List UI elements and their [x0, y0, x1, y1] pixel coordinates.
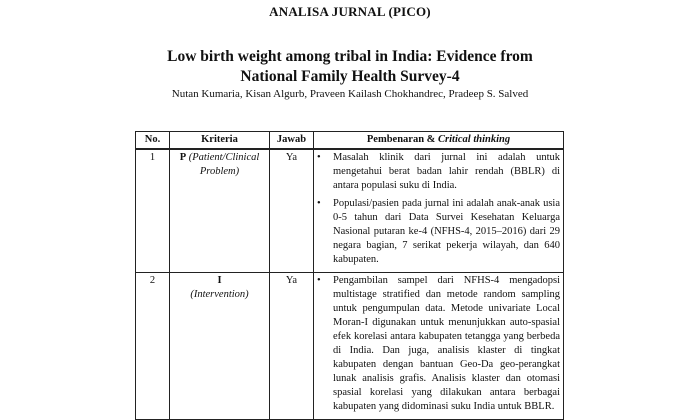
kriteria-code: P	[179, 152, 187, 163]
row-jawab: Ya	[270, 149, 314, 273]
header-jawab: Jawab	[270, 132, 314, 150]
point-text: Masalah klinik dari jurnal ini adalah untuk mengetahui berat badan lahir rendah (BBLR) di antara populasi suku di India.	[333, 152, 560, 191]
pico-table	[135, 131, 564, 420]
paper-title-line-2: National Family Health Survey-4	[240, 68, 460, 85]
bullet-icon: •	[317, 198, 321, 209]
header-critical-thinking: Critical thinking	[438, 134, 511, 145]
bullet-icon: •	[317, 275, 321, 286]
list-item	[317, 151, 560, 193]
paper-title-line-1: Low birth weight among tribal in India: Evidence from	[167, 48, 533, 65]
point-text: Populasi/pasien pada jurnal ini adalah anak-anak usia 0-5 tahun dari Data Survei Kesehatan Keluarga Nasional putaran ke-4 (NFHS-4, 2015–2016) dari 29 negara bagian, 7 serikat pekerja wilayah, dan 640 kabupaten.	[333, 198, 560, 265]
paper-title	[0, 47, 700, 87]
list-item	[317, 197, 560, 267]
row-kriteria	[170, 273, 270, 420]
kriteria-code: I	[217, 275, 222, 286]
bullet-icon: •	[317, 152, 321, 163]
row-pembenaran	[314, 149, 564, 273]
header-no: No.	[136, 132, 170, 150]
kriteria-description: (Intervention)	[190, 289, 249, 300]
document-title: ANALISA JURNAL (PICO)	[269, 4, 431, 19]
row-jawab: Ya	[270, 273, 314, 420]
header-pembenaran-prefix: Pembenaran &	[366, 134, 439, 145]
authors: Nutan Kumaria, Kisan Algurb, Praveen Kailash Chokhandrec, Pradeep S. Salved	[171, 88, 529, 100]
table-row	[136, 273, 564, 420]
table-row	[136, 149, 564, 273]
header-pembenaran	[314, 132, 564, 150]
kriteria-description: (Patient/Clinical Problem)	[188, 152, 260, 177]
row-pembenaran	[314, 273, 564, 420]
row-number: 1	[136, 149, 170, 273]
header-kriteria: Kriteria	[170, 132, 270, 150]
row-number: 2	[136, 273, 170, 420]
table-header-row	[136, 132, 564, 150]
row-kriteria	[170, 149, 270, 273]
list-item	[317, 274, 560, 414]
point-text: Pengambilan sampel dari NFHS-4 mengadopsi multistage stratified dan metode random sampling untuk pengumpulan data. Metode univariate Local Moran-I digunakan untuk menunjukkan auto-spasial efek korelasi antara kabupaten tetangga yang berbeda di India. Dan juga, analisis klaster di tingkat kabupaten dengan bantuan Geo-Da geo-perangkat lunak analisis grafis. Analisis klaster dan otomasi spasial korelasi yang dilakukan antara berbagai kabupaten yang didominasi suku India untuk BBLR.	[333, 275, 560, 412]
